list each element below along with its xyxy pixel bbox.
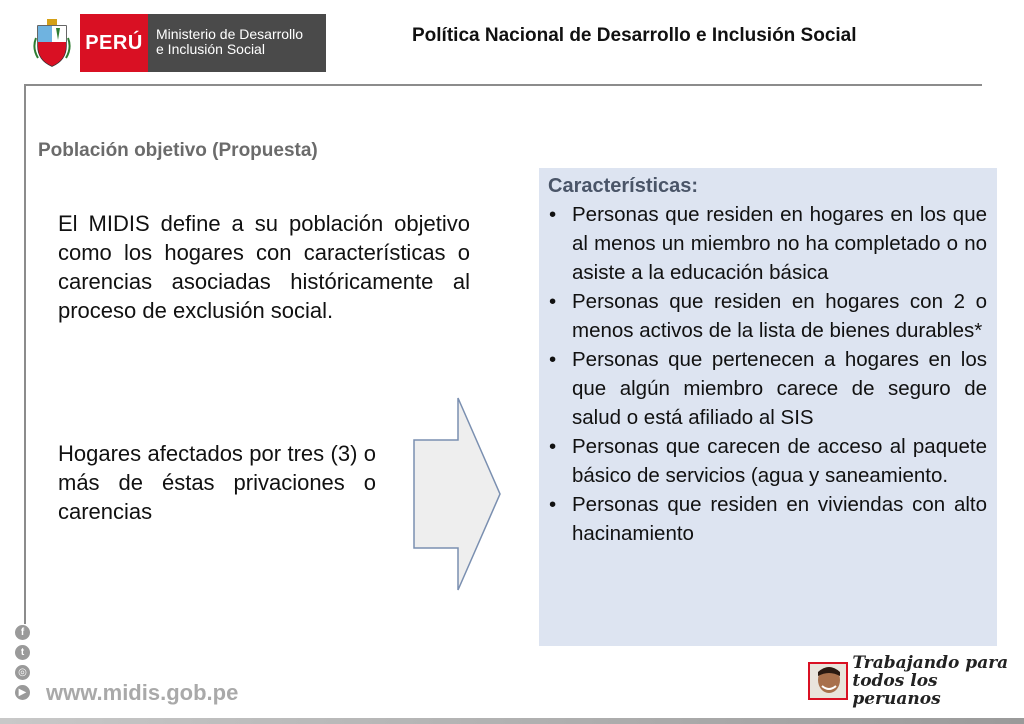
youtube-icon[interactable]: ▶ bbox=[15, 685, 30, 700]
ministry-logo bbox=[24, 14, 326, 72]
website-link[interactable]: www.midis.gob.pe bbox=[46, 680, 239, 705]
peru-label: PERÚ bbox=[80, 14, 148, 72]
bullet-icon: • bbox=[549, 348, 557, 371]
slogan-line-1: Trabajando para bbox=[852, 653, 1009, 673]
right-arrow-icon bbox=[412, 396, 504, 597]
ministry-line-2: e Inclusión Social bbox=[156, 41, 265, 57]
header-divider bbox=[24, 84, 982, 86]
avatar bbox=[808, 662, 848, 700]
ministry-name bbox=[148, 14, 326, 72]
panel-title: Características: bbox=[548, 175, 699, 197]
footer-bar bbox=[0, 718, 1024, 724]
bullet-icon: • bbox=[549, 493, 557, 516]
ministry-line-1: Ministerio de Desarrollo bbox=[156, 26, 304, 42]
list-item-text: Personas que residen en hogares con 2 o menos activos de la lista de bienes durables* bbox=[572, 290, 987, 342]
page-title: Política Nacional de Desarrollo e Inclusión Social bbox=[412, 25, 857, 46]
bullet-icon: • bbox=[549, 435, 557, 458]
left-divider bbox=[24, 84, 26, 624]
bullet-icon: • bbox=[549, 203, 557, 226]
list-item-text: Personas que carecen de acceso al paquete básico de servicios (agua y saneamiento. bbox=[572, 435, 987, 487]
twitter-icon[interactable]: t bbox=[15, 645, 30, 660]
list-item bbox=[548, 345, 987, 432]
list-item bbox=[548, 490, 987, 548]
criteria-paragraph: Hogares afectados por tres (3) o más de éstas privaciones o carencias bbox=[58, 441, 376, 524]
characteristics-list bbox=[548, 200, 987, 548]
list-item-text: Personas que residen en hogares en los que al menos un miembro no ha completado o no asiste a la educación básica bbox=[572, 203, 987, 284]
slogan-text bbox=[852, 654, 1024, 708]
slogan-badge bbox=[808, 654, 1024, 708]
list-item bbox=[548, 200, 987, 287]
list-item-text: Personas que pertenecen a hogares en los que algún miembro carece de seguro de salud o está afiliado al SIS bbox=[572, 348, 987, 429]
characteristics-panel bbox=[539, 168, 997, 646]
bullet-icon: • bbox=[549, 290, 557, 313]
definition-paragraph: El MIDIS define a su población objetivo como los hogares con características o carencias asociadas históricamente al proceso de exclusión social. bbox=[58, 211, 470, 323]
list-item bbox=[548, 432, 987, 490]
instagram-icon[interactable]: ◎ bbox=[15, 665, 30, 680]
list-item bbox=[548, 287, 987, 345]
slogan-line-2: todos los peruanos bbox=[852, 671, 941, 709]
facebook-icon[interactable]: f bbox=[15, 625, 30, 640]
list-item-text: Personas que residen en viviendas con alto hacinamiento bbox=[572, 493, 987, 545]
coat-of-arms-icon bbox=[24, 14, 80, 72]
section-title: Población objetivo (Propuesta) bbox=[38, 140, 318, 161]
social-links bbox=[15, 625, 31, 705]
